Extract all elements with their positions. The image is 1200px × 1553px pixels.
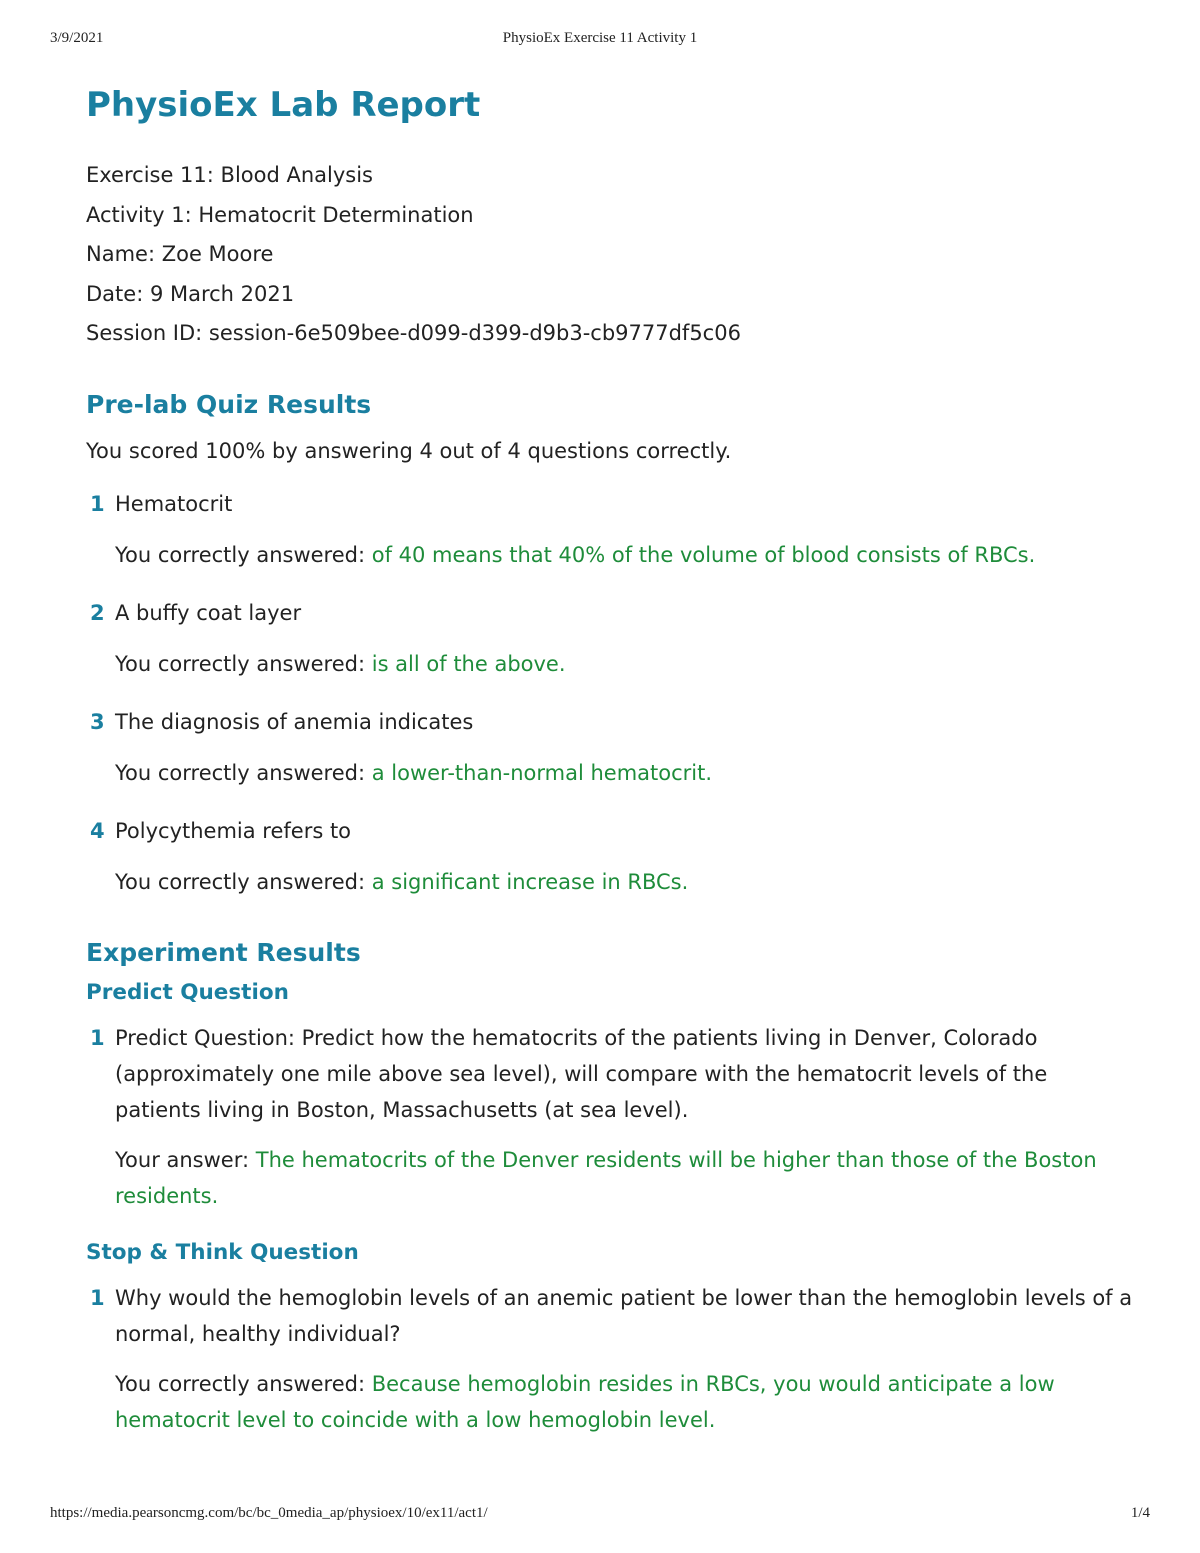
answer-label: Your answer:: [115, 1147, 256, 1172]
question-text: Polycythemia refers to: [115, 818, 352, 843]
activity-line: Activity 1: Hematocrit Determination: [86, 202, 474, 227]
answer-label: You correctly answered:: [115, 760, 372, 785]
prelab-summary: You scored 100% by answering 4 out of 4 questions correctly.: [86, 438, 732, 463]
print-footer: [50, 1505, 1150, 1525]
report-info: [86, 156, 1136, 354]
question-text: Hematocrit: [115, 491, 233, 516]
answer-value: is all of the above.: [371, 651, 566, 676]
question-number: 4: [90, 818, 105, 843]
prelab-question: [86, 595, 1136, 682]
answer-value: of 40 means that 40% of the volume of blood consists of RBCs.: [371, 542, 1036, 567]
experiment-heading: Experiment Results: [86, 937, 361, 967]
predict-heading: Predict Question: [86, 979, 289, 1005]
date-line: Date: 9 March 2021: [86, 281, 295, 306]
question-number: 3: [90, 709, 105, 734]
question-answer: [115, 864, 1136, 900]
question-answer: [115, 755, 1136, 791]
predict-question: [86, 1020, 1136, 1214]
question-number: 1: [90, 1285, 105, 1310]
print-date: 3/9/2021: [50, 30, 104, 46]
question-text: The diagnosis of anemia indicates: [115, 709, 474, 734]
print-header: [50, 30, 1150, 50]
answer-label: You correctly answered:: [115, 1371, 372, 1396]
question-answer: [115, 646, 1136, 682]
answer-value: a significant increase in RBCs.: [371, 869, 689, 894]
answer-value: Because hemoglobin resides in RBCs, you would anticipate a low hematocrit level to coincide with a low hemoglobin level.: [115, 1371, 1055, 1432]
question-text: Why would the hemoglobin levels of an anemic patient be lower than the hemoglobin levels of a normal, healthy individual?: [115, 1285, 1133, 1346]
prelab-question: [86, 704, 1136, 791]
question-text: Predict Question: Predict how the hematocrits of the patients living in Denver, Colorado (approximately one mile above sea level), will compare with the hematocrit levels of the patients living in Boston, Massachusetts (at sea level).: [115, 1025, 1048, 1122]
question-answer: [115, 1142, 1136, 1214]
question-number: 1: [90, 491, 105, 516]
prelab-heading: Pre-lab Quiz Results: [86, 389, 372, 419]
print-title: PhysioEx Exercise 11 Activity 1: [502, 30, 698, 46]
question-text: A buffy coat layer: [115, 600, 302, 625]
answer-label: You correctly answered:: [115, 869, 372, 894]
question-answer: [115, 1366, 1136, 1438]
prelab-question: [86, 486, 1136, 573]
page-number: 1/4: [1130, 1505, 1150, 1521]
question-number: 1: [90, 1025, 105, 1050]
question-number: 2: [90, 600, 105, 625]
stop-think-heading: Stop & Think Question: [86, 1239, 359, 1265]
answer-value: a lower-than-normal hematocrit.: [371, 760, 713, 785]
stop-think-question: [86, 1280, 1136, 1438]
exercise-line: Exercise 11: Blood Analysis: [86, 163, 373, 187]
lab-report: [86, 82, 1136, 1438]
question-answer: [115, 537, 1136, 573]
session-line: Session ID: session-6e509bee-d099-d399-d9b3-cb9777df5c06: [86, 321, 741, 345]
answer-label: You correctly answered:: [115, 651, 372, 676]
prelab-question: [86, 813, 1136, 900]
name-line: Name: Zoe Moore: [86, 242, 274, 266]
print-url[interactable]: https://media.pearsoncmg.com/bc/bc_0media_ap/physioex/10/ex11/act1/: [50, 1505, 488, 1521]
answer-label: You correctly answered:: [115, 542, 372, 567]
answer-value: The hematocrits of the Denver residents will be higher than those of the Boston residents.: [115, 1147, 1097, 1208]
report-title: PhysioEx Lab Report: [86, 85, 481, 125]
